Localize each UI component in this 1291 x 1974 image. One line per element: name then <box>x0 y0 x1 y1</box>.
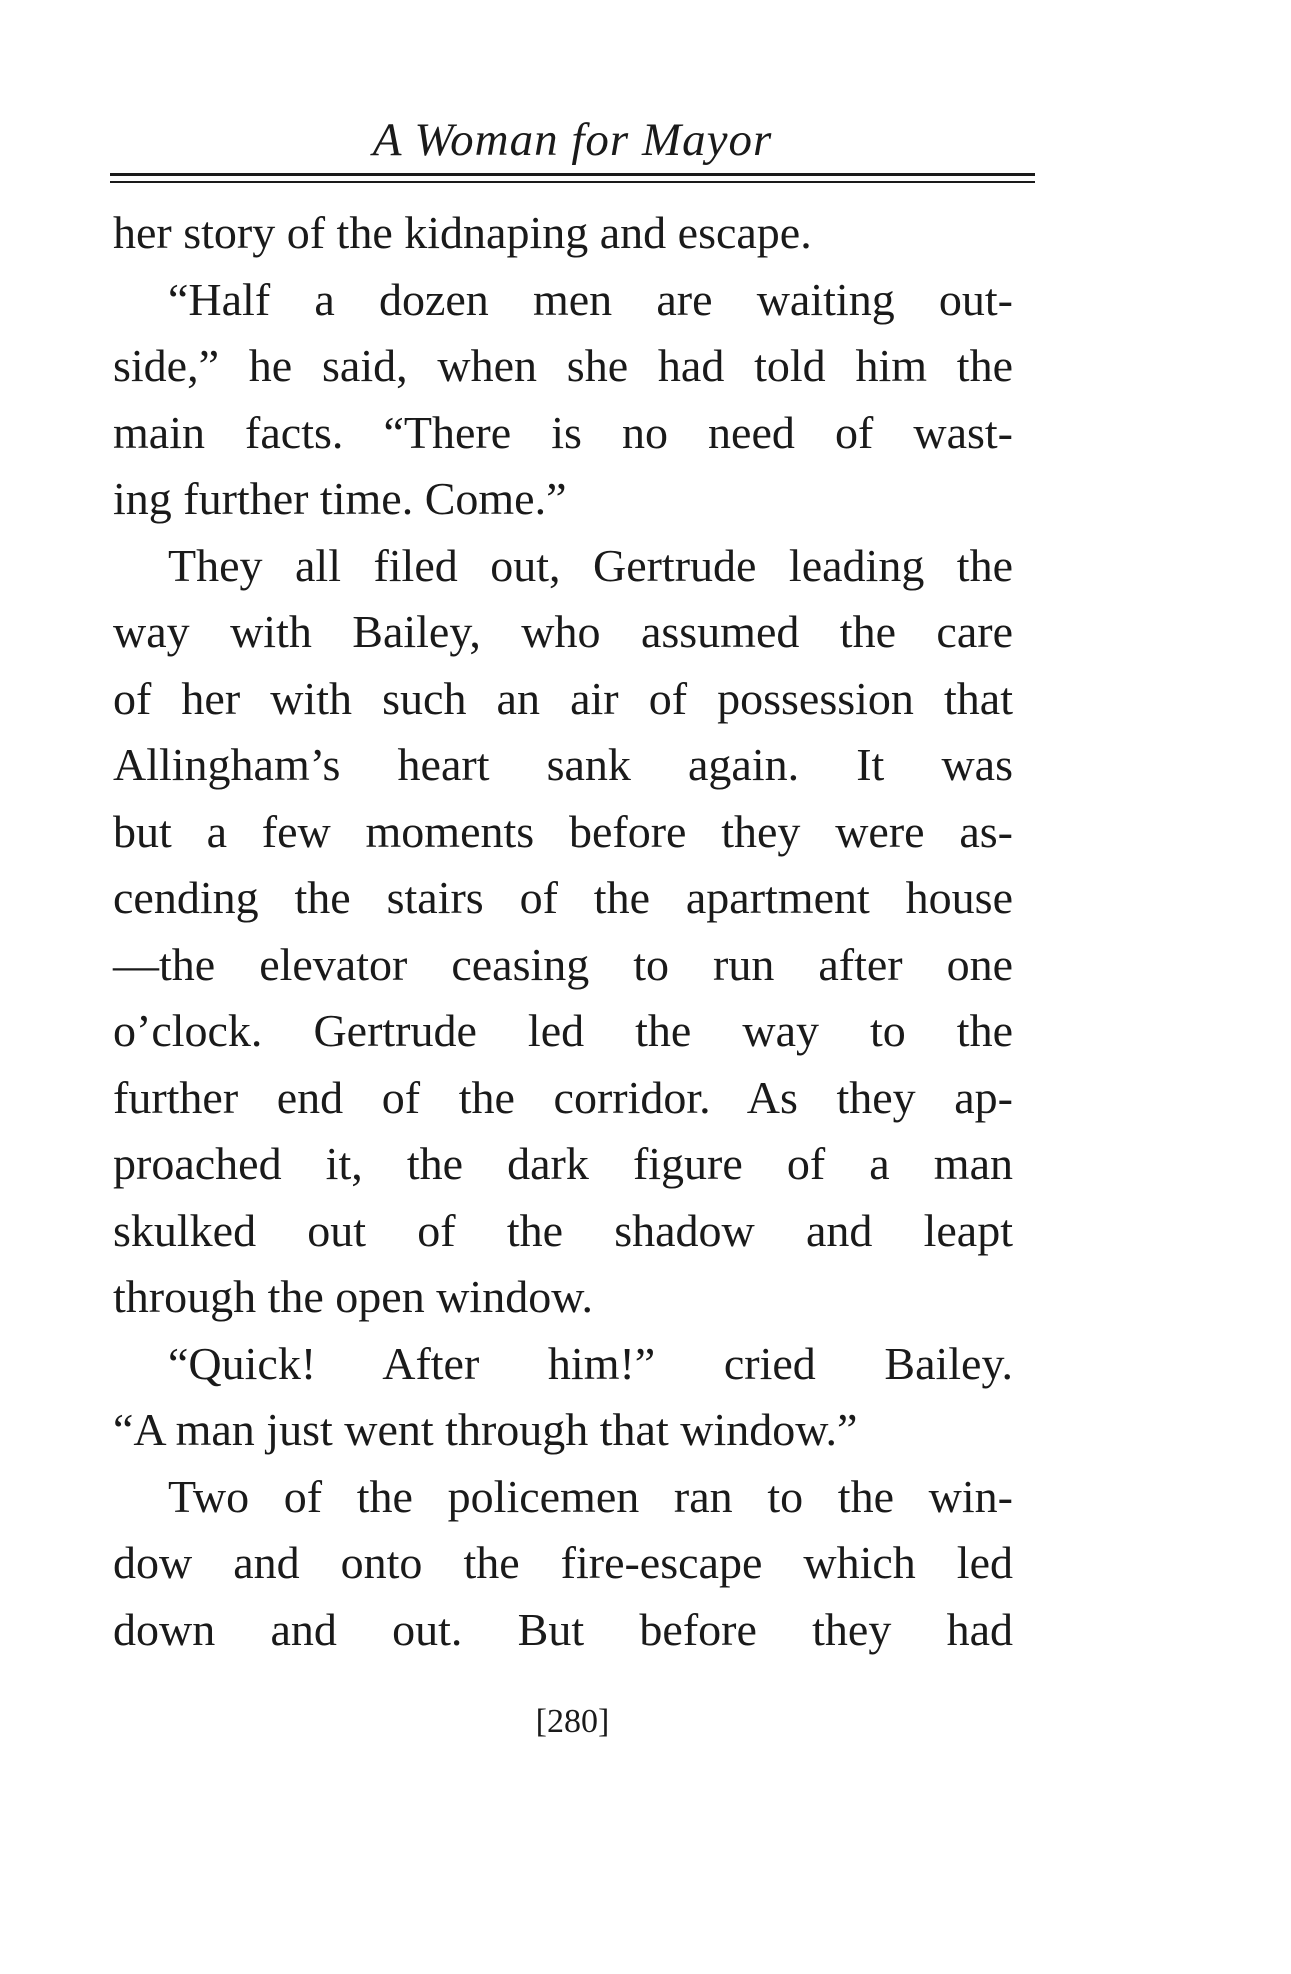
text-line: dow and onto the fire-escape which led <box>113 1537 1013 1588</box>
text-line: main facts. “There is no need of wast- <box>113 406 1013 458</box>
text-line: of her with such an air of possession that <box>113 672 1013 724</box>
header-rule-thin <box>110 181 1035 183</box>
text-line: —the elevator ceasing to run after one <box>113 938 1013 990</box>
text-line: They all filed out, Gertrude leading the <box>168 539 1013 591</box>
body-text <box>113 200 1013 1663</box>
text-line: o’clock. Gertrude led the way to the <box>113 1005 1013 1056</box>
header-rule-thick <box>110 173 1035 176</box>
text-line: “Quick! After him!” cried Bailey. <box>168 1337 1013 1389</box>
text-line: down and out. But before they had <box>113 1603 1013 1655</box>
text-line: Allingham’s heart sank again. It was <box>113 739 1013 790</box>
text-line: “A man just went through that window.” <box>113 1404 858 1455</box>
text-line: through the open window. <box>113 1271 593 1322</box>
running-head: A Woman for Mayor <box>372 114 773 166</box>
text-line: but a few moments before they were as- <box>113 805 1013 857</box>
text-line: side,” he said, when she had told him the <box>113 340 1013 391</box>
text-line: ing further time. Come.” <box>113 473 567 524</box>
text-line: her story of the kidnaping and escape. <box>113 207 812 258</box>
text-line: cending the stairs of the apartment house <box>113 872 1013 923</box>
header-rule <box>110 173 1035 183</box>
text-line: further end of the corridor. As they ap- <box>113 1071 1013 1123</box>
text-line: skulked out of the shadow and leapt <box>113 1204 1013 1256</box>
text-line: proached it, the dark figure of a man <box>113 1138 1013 1189</box>
page-number: [280] <box>535 1703 610 1740</box>
text-line: “Half a dozen men are waiting out- <box>168 273 1013 325</box>
text-line: Two of the policemen ran to the win- <box>168 1470 1013 1522</box>
text-line: way with Bailey, who assumed the care <box>113 606 1013 657</box>
